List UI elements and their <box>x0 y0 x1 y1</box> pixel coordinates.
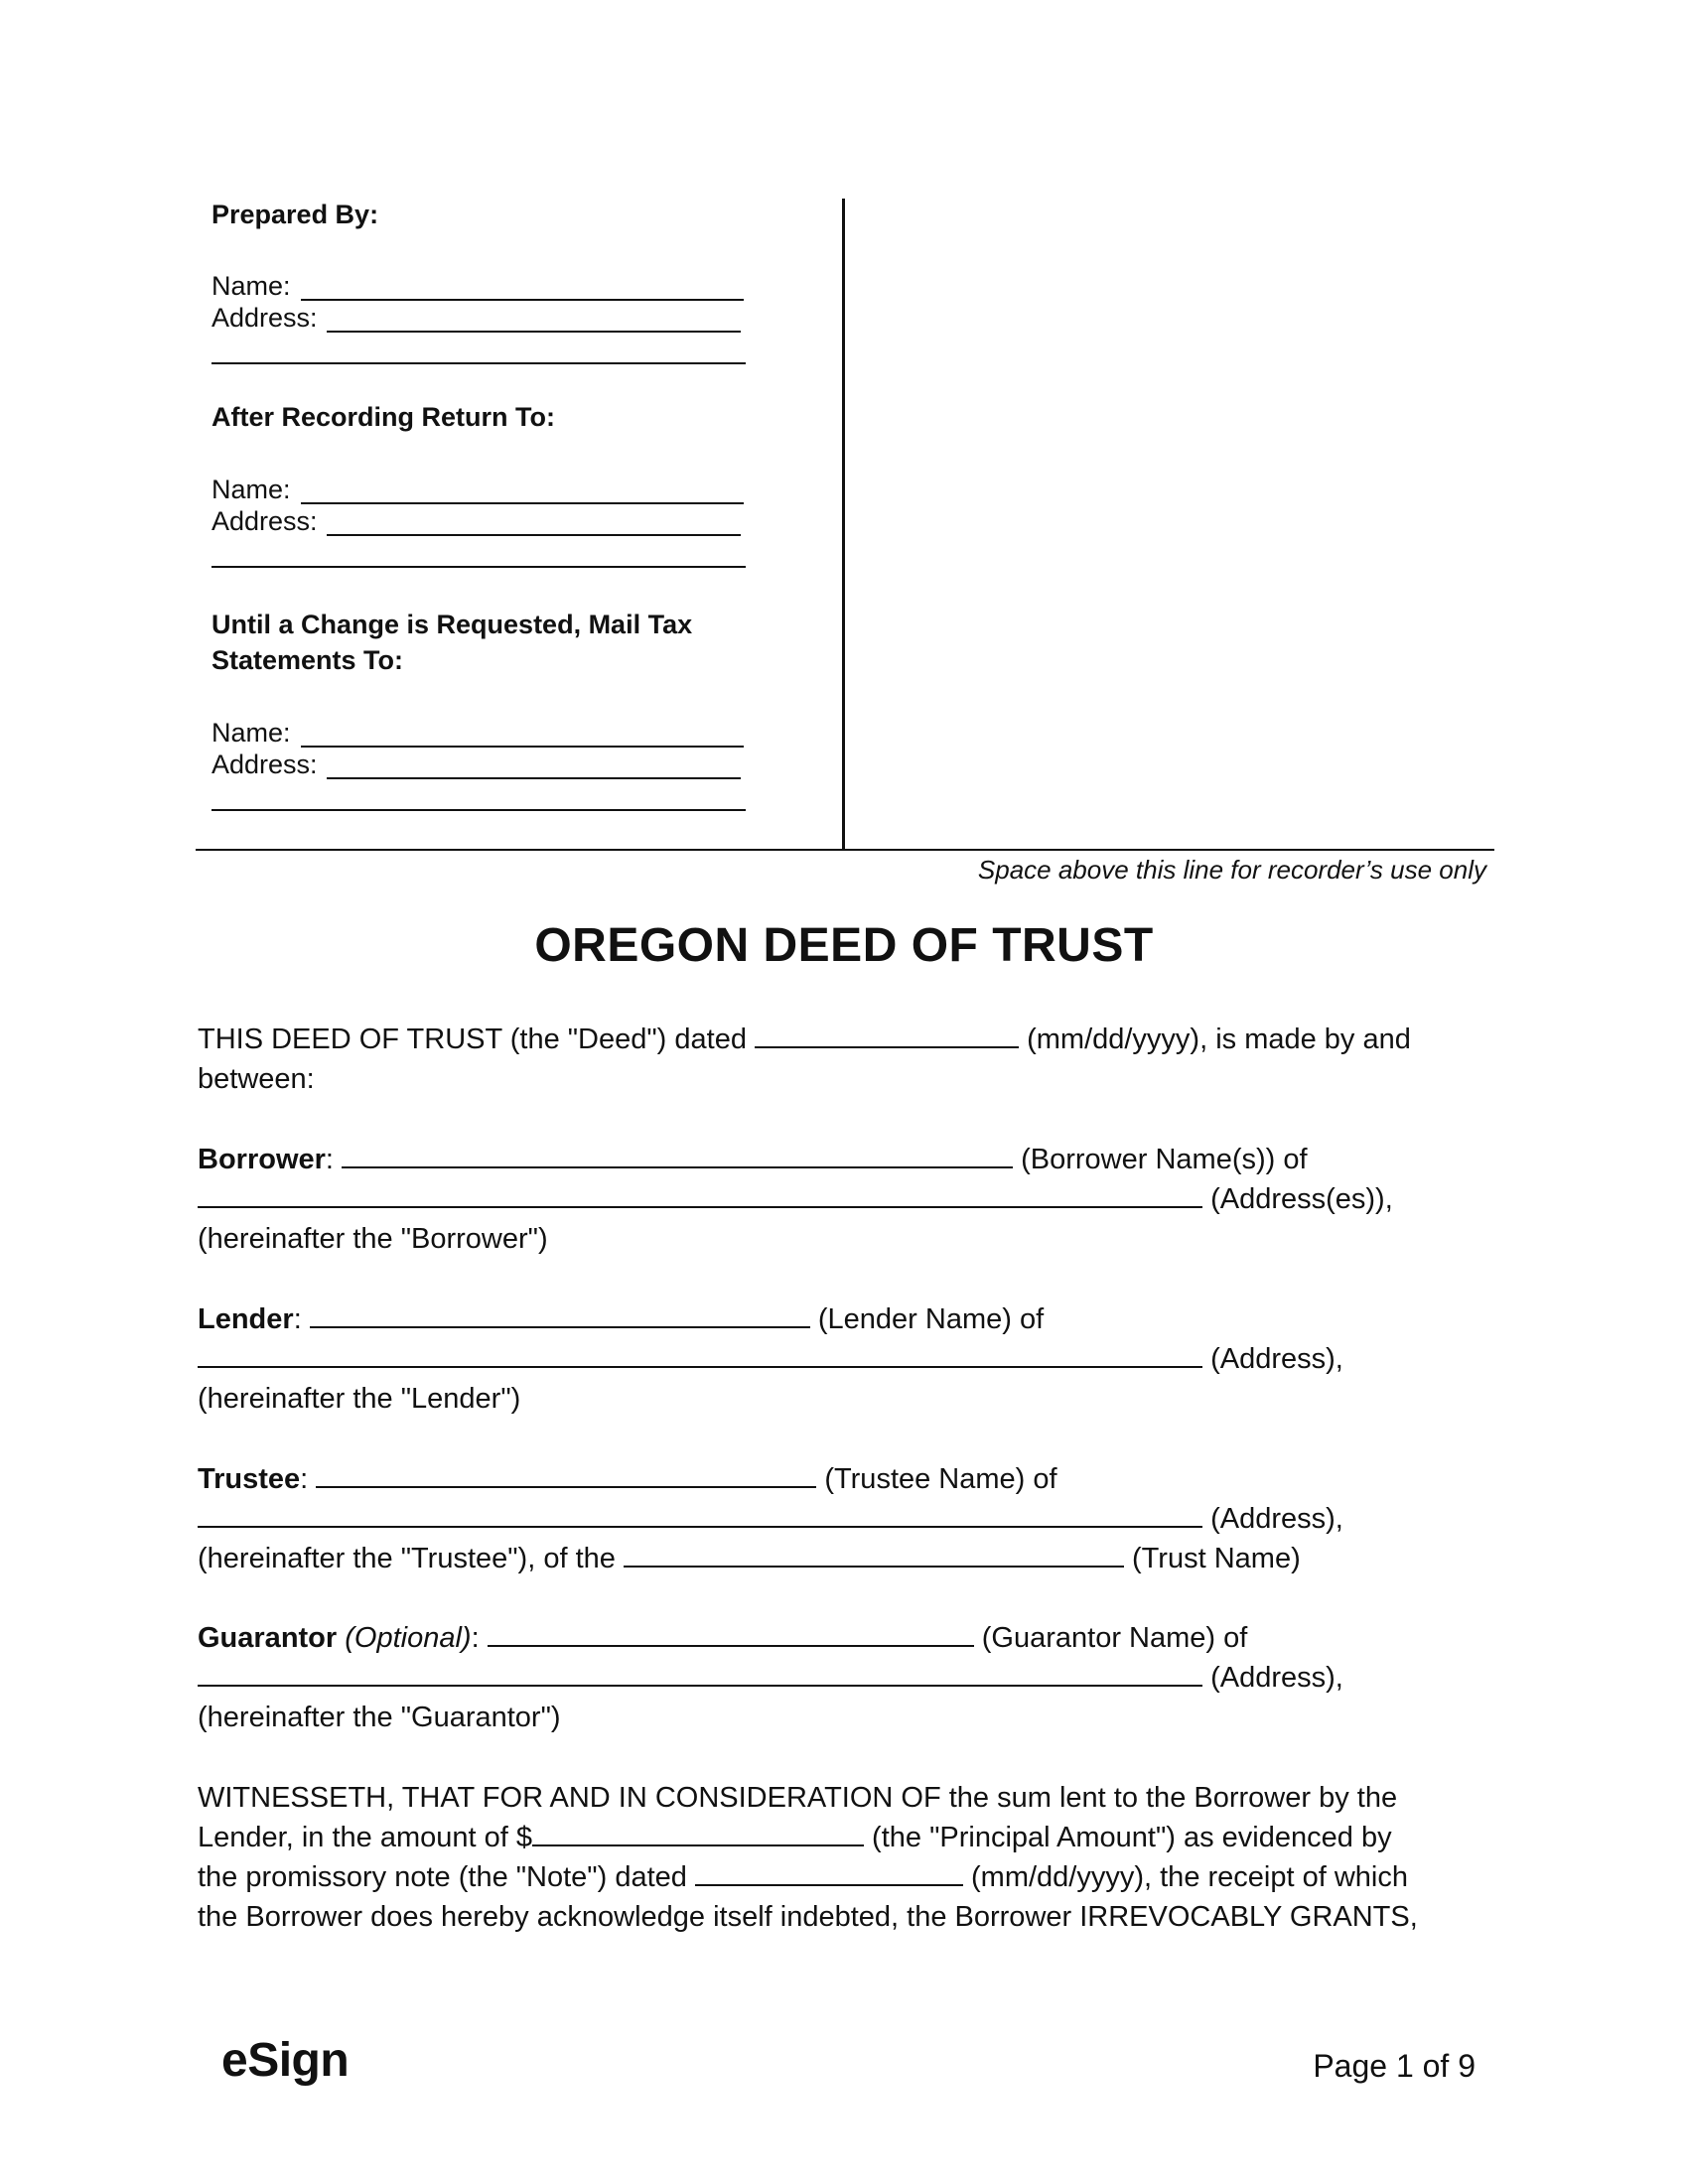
guarantor-optional: (Optional) <box>345 1622 472 1654</box>
prepared-by-address-label: Address: <box>211 303 318 333</box>
trustee-line-2 <box>198 1499 1343 1539</box>
principal-amount-field[interactable] <box>532 1823 864 1846</box>
tax-statements-name-field[interactable] <box>301 746 744 748</box>
recorder-divider-vertical <box>842 199 845 849</box>
borrower-address-field[interactable] <box>198 1184 1202 1208</box>
trustee-address-hint: (Address), <box>1210 1503 1343 1535</box>
lender-line-1: Lender: (Lender Name) of <box>198 1303 1045 1335</box>
borrower-label: Borrower <box>198 1144 326 1175</box>
deed-date-field[interactable] <box>755 1024 1019 1048</box>
trustee-hereinafter: (hereinafter the "Trustee"), of the <box>198 1543 616 1574</box>
recorder-divider-horizontal <box>196 849 1494 851</box>
return-to-address-field[interactable] <box>327 534 741 536</box>
witnesseth-text-3b: (mm/dd/yyyy), the receipt of which <box>971 1861 1408 1893</box>
lender-label: Lender <box>198 1303 294 1335</box>
borrower-hereinafter: (hereinafter the "Borrower") <box>198 1223 548 1255</box>
return-to-name-label: Name: <box>211 475 291 504</box>
borrower-line-1: Borrower: (Borrower Name(s)) of <box>198 1144 1308 1175</box>
borrower-address-hint: (Address(es)), <box>1210 1183 1393 1215</box>
guarantor-line-2 <box>198 1658 1343 1698</box>
guarantor-name-hint: (Guarantor Name) of <box>981 1622 1248 1654</box>
guarantor-line-1: Guarantor (Optional): (Guarantor Name) of <box>198 1622 1248 1654</box>
lender-line-2 <box>198 1339 1343 1379</box>
borrower-name-hint: (Borrower Name(s)) of <box>1021 1144 1308 1175</box>
return-to-address-field-2[interactable] <box>211 566 746 568</box>
guarantor-hereinafter: (hereinafter the "Guarantor") <box>198 1702 561 1733</box>
trustee-line-1: Trustee: (Trustee Name) of <box>198 1463 1057 1495</box>
trust-name-field[interactable] <box>624 1544 1124 1568</box>
lender-address-field[interactable] <box>198 1344 1202 1368</box>
witnesseth-text-3a: the promissory note (the "Note") dated <box>198 1861 687 1893</box>
witnesseth-line-3 <box>198 1857 1408 1897</box>
esign-logo: eSign <box>221 2034 350 2087</box>
witnesseth-text-2a: Lender, in the amount of $ <box>198 1822 532 1853</box>
lender-hereinafter: (hereinafter the "Lender") <box>198 1383 521 1415</box>
trustee-label: Trustee <box>198 1463 301 1495</box>
witnesseth-line-1: WITNESSETH, THAT FOR AND IN CONSIDERATION OF the sum lent to the Borrower by the <box>198 1782 1398 1814</box>
lender-address-hint: (Address), <box>1210 1343 1343 1375</box>
lender-name-field[interactable] <box>310 1304 810 1328</box>
lender-name-hint: (Lender Name) of <box>817 1303 1045 1335</box>
borrower-name-field[interactable] <box>342 1145 1013 1168</box>
guarantor-address-field[interactable] <box>198 1663 1202 1687</box>
guarantor-name-field[interactable] <box>488 1623 974 1647</box>
note-date-field[interactable] <box>695 1862 963 1886</box>
page-number: Page 1 of 9 <box>1313 2048 1476 2084</box>
intro-text-1: THIS DEED OF TRUST (the "Deed") dated <box>198 1024 747 1055</box>
prepared-by-address-field[interactable] <box>327 331 741 333</box>
trustee-name-field[interactable] <box>316 1464 816 1488</box>
return-to-heading: After Recording Return To: <box>211 402 555 432</box>
witnesseth-line-2 <box>198 1818 1392 1857</box>
tax-statements-address-label: Address: <box>211 750 318 779</box>
return-to-address-label: Address: <box>211 506 318 536</box>
return-to-name-field[interactable] <box>301 502 744 504</box>
tax-statements-heading-line1: Until a Change is Requested, Mail Tax <box>211 610 693 639</box>
tax-statements-heading-line2: Statements To: <box>211 645 404 675</box>
borrower-line-2 <box>198 1179 1393 1219</box>
prepared-by-heading: Prepared By: <box>211 200 379 229</box>
intro-line-2: between: <box>198 1063 315 1095</box>
tax-statements-name-label: Name: <box>211 718 291 748</box>
recorder-note: Space above this line for recorder’s use only <box>977 855 1486 885</box>
tax-statements-address-field-2[interactable] <box>211 809 746 811</box>
tax-statements-address-field[interactable] <box>327 777 741 779</box>
prepared-by-name-field[interactable] <box>301 299 744 301</box>
trustee-line-3 <box>198 1539 1301 1578</box>
trustee-name-hint: (Trustee Name) of <box>824 1463 1057 1495</box>
witnesseth-line-4: the Borrower does hereby acknowledge itself indebted, the Borrower IRREVOCABLY GRANTS, <box>198 1901 1418 1933</box>
guarantor-address-hint: (Address), <box>1210 1662 1343 1694</box>
prepared-by-address-field-2[interactable] <box>211 362 746 364</box>
prepared-by-name-label: Name: <box>211 271 291 301</box>
intro-line-1 <box>198 1020 1411 1059</box>
trustee-address-field[interactable] <box>198 1504 1202 1528</box>
witnesseth-text-2b: (the "Principal Amount") as evidenced by <box>872 1822 1392 1853</box>
intro-text-2: (mm/dd/yyyy), is made by and <box>1027 1024 1411 1055</box>
guarantor-label: Guarantor <box>198 1622 338 1654</box>
document-title: OREGON DEED OF TRUST <box>534 919 1154 972</box>
trust-name-hint: (Trust Name) <box>1132 1543 1301 1574</box>
